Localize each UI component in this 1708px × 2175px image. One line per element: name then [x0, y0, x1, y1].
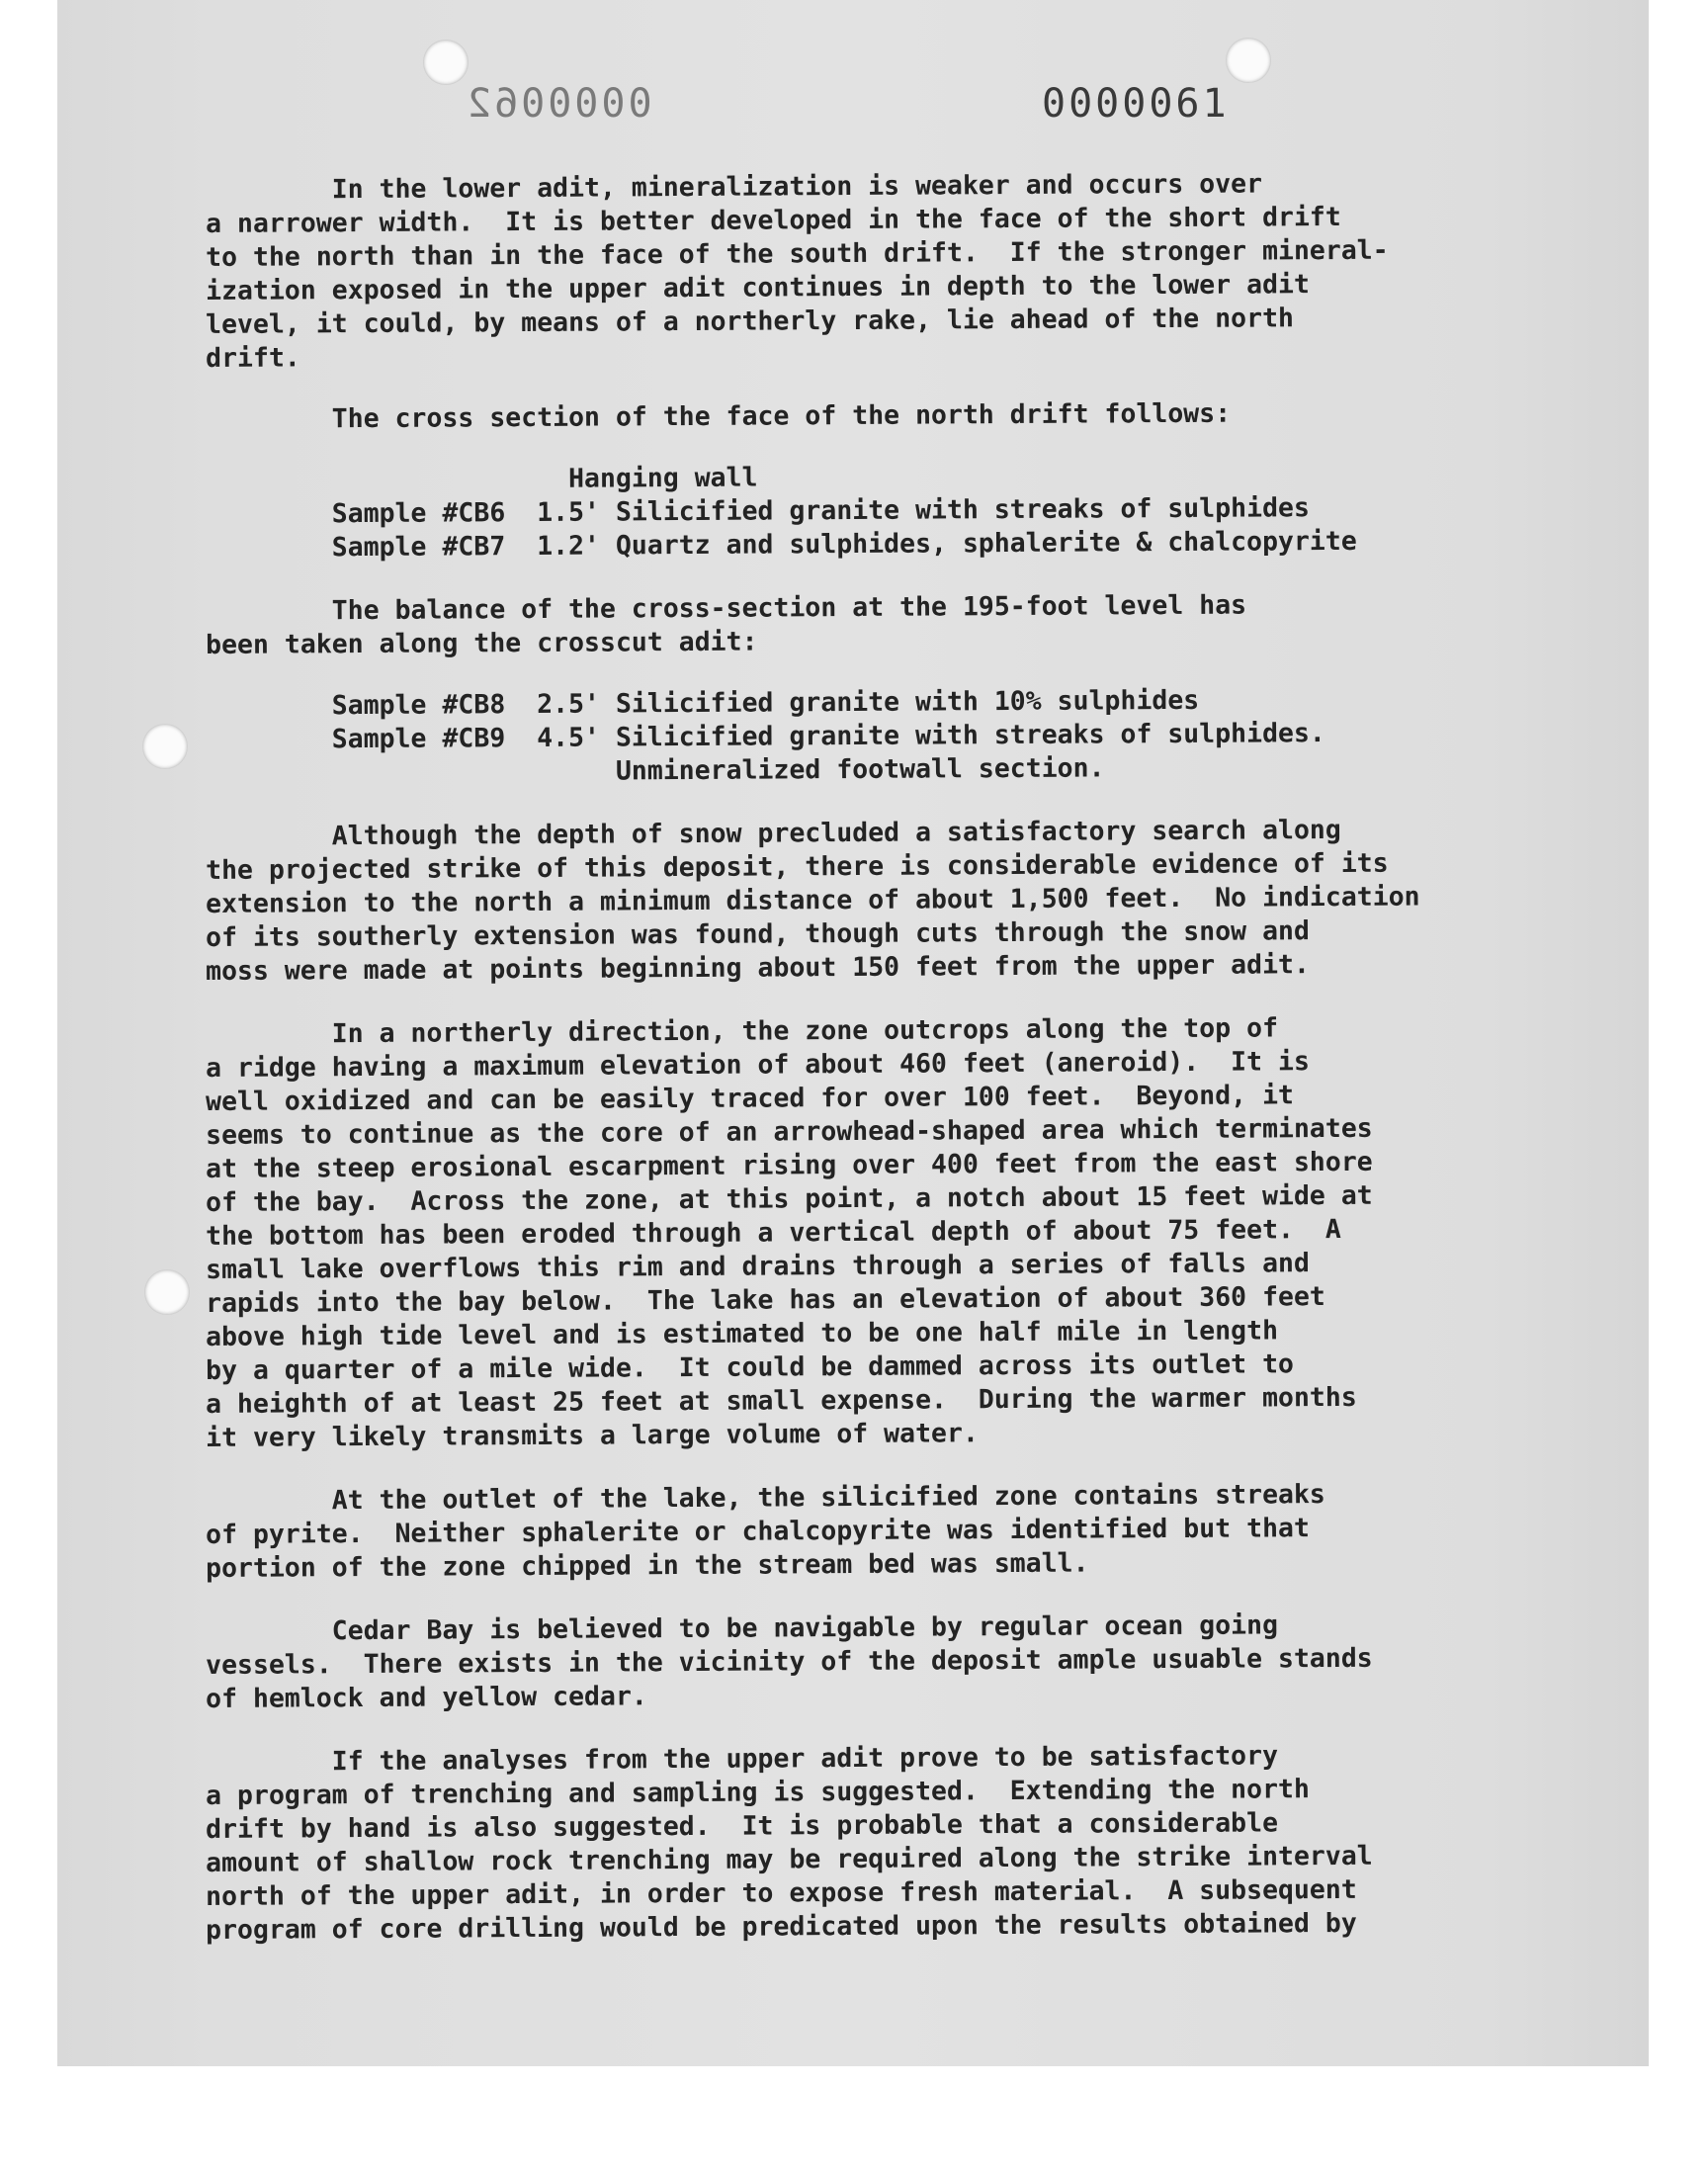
paragraph — [206, 1610, 1570, 1716]
text-line: seems to continue as the core of an arrowhead-shaped area which terminates — [206, 1112, 1373, 1151]
text-line: Although the depth of snow precluded a satisfactory search along — [206, 814, 1341, 852]
paragraph — [206, 397, 1570, 437]
text-line: of its southerly extension was found, though cuts through the snow and — [206, 915, 1310, 953]
punch-hole — [1226, 38, 1271, 83]
text-line: drift by hand is also suggested. It is probable that a considerable — [206, 1807, 1279, 1845]
text-line: vessels. There exists in the vicinity of the deposit ample usuable stands — [206, 1642, 1373, 1681]
paragraph — [206, 1012, 1570, 1455]
text-line: a heighth of at least 25 feet at small expense. During the warmer months — [206, 1381, 1357, 1420]
paragraph — [206, 168, 1570, 376]
text-line: Hanging wall — [206, 462, 758, 496]
text-line: If the analyses from the upper adit prove to be satisfactory — [206, 1740, 1279, 1778]
text-line: a narrower width. It is better developed in the face of the short drift — [206, 201, 1341, 239]
text-line: Unmineralized footwall section. — [206, 752, 1105, 789]
text-line: at the steep erosional escarpment rising over 400 feet from the east shore — [206, 1146, 1373, 1184]
text-line: it very likely transmits a large volume of water. — [206, 1418, 979, 1453]
punch-hole — [144, 1269, 190, 1315]
text-line: The cross section of the face of the north drift follows: — [206, 397, 1232, 435]
text-line: moss were made at points beginning about 150 feet from the upper adit. — [206, 949, 1310, 987]
paragraph — [206, 814, 1570, 989]
text-line: Sample #CB7 1.2' Quartz and sulphides, sphalerite & chalcopyrite — [206, 525, 1357, 564]
text-line: level, it could, by means of a northerly rake, lie ahead of the north — [206, 303, 1295, 340]
text-line: portion of the zone chipped in the stream bed was small. — [206, 1547, 1089, 1584]
page-number-stamp: 0000061 — [1042, 81, 1230, 127]
paragraph — [206, 684, 1570, 791]
text-line: program of core drilling would be predicated upon the results obtained by — [206, 1907, 1357, 1946]
text-line: drift. — [206, 342, 300, 374]
document-page — [57, 0, 1649, 2066]
text-line: north of the upper adit, in order to expose fresh material. A subsequent — [206, 1873, 1357, 1912]
text-line: of hemlock and yellow cedar. — [206, 1681, 647, 1714]
text-line: In a northerly direction, the zone outcrops along the top of — [206, 1012, 1279, 1050]
text-line: Cedar Bay is believed to be navigable by regular ocean going — [206, 1610, 1279, 1647]
text-line: above high tide level and is estimated to be one half mile in length — [206, 1315, 1279, 1352]
body-text — [206, 168, 1570, 1977]
text-line: a program of trenching and sampling is suggested. Extending the north — [206, 1774, 1310, 1811]
text-line: At the outlet of the lake, the silicified zone contains streaks — [206, 1479, 1325, 1517]
text-line: small lake overflows this rim and drains through a series of falls and — [206, 1248, 1310, 1285]
text-line: of pyrite. Neither sphalerite or chalcopyrite was identified but that — [206, 1513, 1310, 1550]
text-line: In the lower adit, mineralization is weaker and occurs over — [206, 168, 1263, 206]
text-line: rapids into the bay below. The lake has an elevation of about 360 feet — [206, 1281, 1325, 1319]
text-line: the bottom has been eroded through a vertical depth of about 75 feet. A — [206, 1213, 1341, 1252]
text-line: by a quarter of a mile wide. It could be dammed across its outlet to — [206, 1348, 1295, 1386]
text-line: amount of shallow rock trenching may be required along the strike interval — [206, 1840, 1373, 1878]
text-line: been taken along the crosscut adit: — [206, 626, 758, 660]
paragraph — [206, 1479, 1570, 1586]
mirrored-page-number: 0000062 — [465, 81, 652, 127]
text-line: of the bay. Across the zone, at this point, a notch about 15 feet wide at — [206, 1179, 1373, 1218]
text-line: Sample #CB9 4.5' Silicified granite with streaks of sulphides. — [206, 718, 1325, 755]
text-line: Sample #CB8 2.5' Silicified granite with 10% sulphides — [206, 684, 1200, 722]
punch-hole — [423, 40, 469, 85]
text-line: extension to the north a minimum distance of about 1,500 feet. No indication — [206, 881, 1420, 919]
text-line: The balance of the cross-section at the 195-foot level has — [206, 589, 1247, 627]
text-line: the projected strike of this deposit, there is considerable evidence of its — [206, 847, 1389, 886]
text-line: a ridge having a maximum elevation of about 460 feet (aneroid). It is — [206, 1046, 1310, 1084]
text-line: ization exposed in the upper adit continues in depth to the lower adit — [206, 269, 1310, 306]
text-line: Sample #CB6 1.5' Silicified granite with streaks of sulphides — [206, 492, 1310, 530]
punch-hole — [142, 724, 188, 769]
paragraph — [206, 589, 1570, 662]
paragraph — [206, 462, 1570, 566]
paragraph — [206, 1740, 1570, 1948]
text-line: to the north than in the face of the south drift. If the stronger mineral- — [206, 234, 1389, 273]
text-line: well oxidized and can be easily traced for over 100 feet. Beyond, it — [206, 1080, 1295, 1117]
